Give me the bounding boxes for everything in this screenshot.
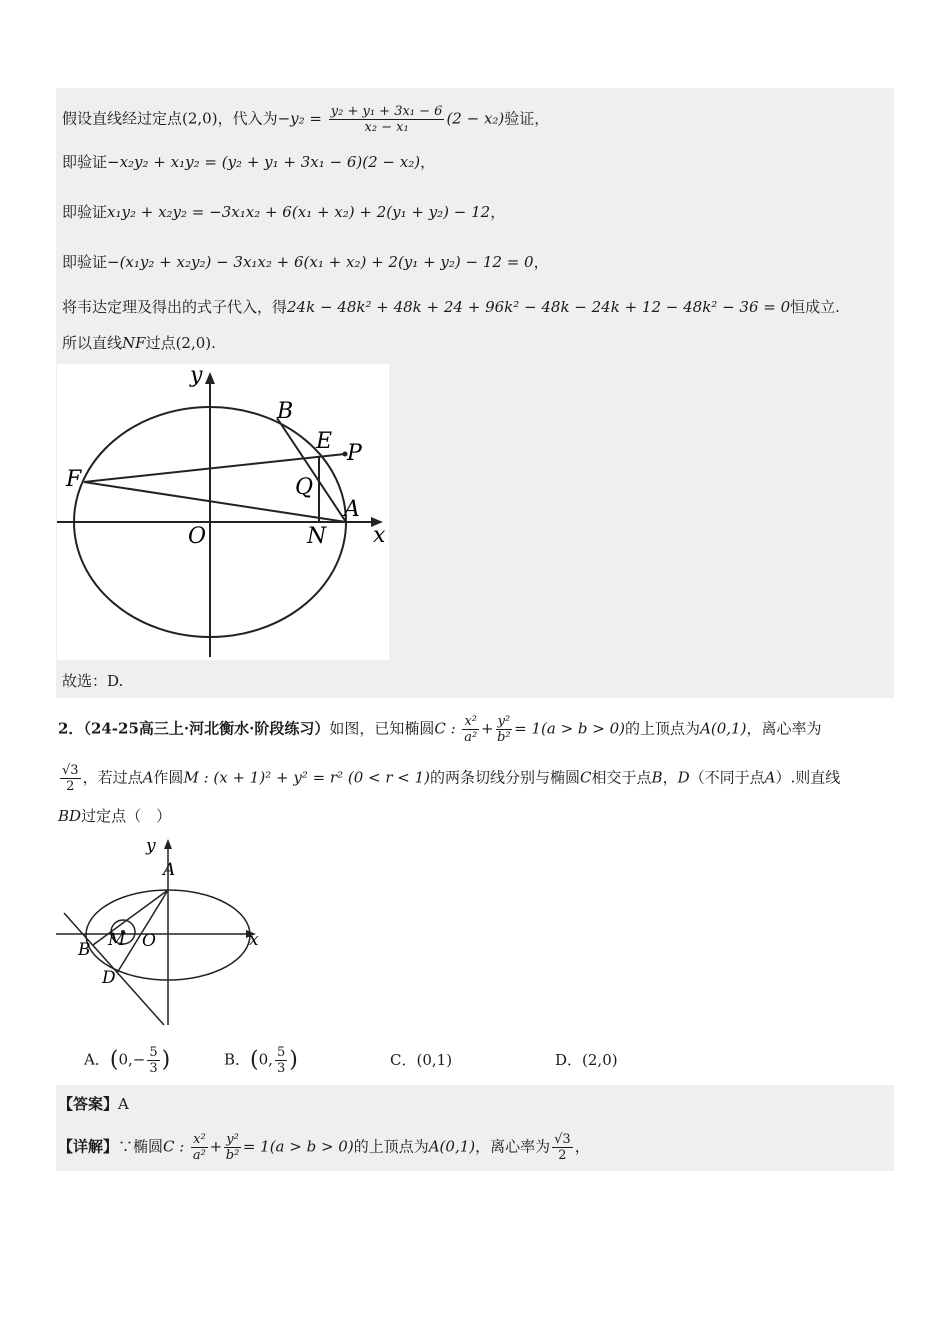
- label-B: B: [78, 940, 91, 960]
- option-a[interactable]: A．(0,− $\frac{5}{3}$ ): [84, 1045, 171, 1076]
- solution-line-6: 所以直线NF过点(2,0).: [62, 334, 216, 352]
- label-y: y: [146, 836, 156, 856]
- label-x: x: [249, 930, 259, 950]
- question-line-3: BD过定点（ ）: [58, 807, 172, 825]
- label-A: A: [163, 860, 176, 880]
- solution-line-3: 即验证x₁y₂ + x₂y₂ = −3x₁x₂ + 6(x₁ + x₂) + 2(y₁ + y₂) − 12，: [62, 203, 506, 221]
- detail-line: 【详解】∵椭圆C : $\frac{\text{x²}}{\text{a²}}$ + $\frac{\text{y²}}{\text{b²}}$ = 1(a > b > 0)的上顶点为A(0,1)，离心率为 $\frac{√3}{2}$ ，: [58, 1132, 590, 1163]
- label-D: D: [102, 968, 116, 988]
- label-N: N: [307, 524, 327, 549]
- label-M: M: [108, 930, 126, 950]
- final-choice: 故选：D.: [62, 672, 124, 690]
- y-axis-arrow: [164, 839, 172, 849]
- question-line-2: $\frac{√3}{2}$ ，若过点A作圆M : (x + 1)² + y² = r² (0 < r < 1)的两条切线分别与椭圆C相交于点B，D（不同于点A）.则直线: [62, 763, 841, 794]
- solution-line-5: 将韦达定理及得出的式子代入，得24k − 48k² + 48k + 24 + 96k² − 48k − 24k + 12 − 48k² − 36 = 0恒成立.: [62, 298, 840, 316]
- label-A: A: [344, 497, 360, 522]
- fraction: $\frac{\text{y₂ + y₁ + 3x₁ − 6}}{\text{x₂ − x₁}}$: [330, 104, 443, 135]
- figure-ellipse-1: [57, 364, 389, 660]
- answer-line: 【答案】A: [58, 1095, 129, 1113]
- solution-line-4: 即验证−(x₁y₂ + x₂y₂) − 3x₁x₂ + 6(x₁ + x₂) + 2(y₁ + y₂) − 12 = 0，: [62, 253, 549, 271]
- label-P: P: [347, 441, 362, 466]
- label-x: x: [373, 523, 386, 548]
- label-y: y: [190, 364, 203, 388]
- option-d[interactable]: D．(2,0): [555, 1051, 618, 1069]
- solution-line-2: 即验证−x₂y₂ + x₁y₂ = (y₂ + y₁ + 3x₁ − 6)(2 − x₂)，: [62, 153, 436, 171]
- label-B: B: [277, 399, 294, 424]
- tangent-AB: [93, 890, 168, 945]
- option-c[interactable]: C．(0,1): [390, 1051, 453, 1069]
- label-F: F: [66, 467, 82, 492]
- question-line-1: 2．（24-25高三上·河北衡水·阶段练习）如图，已知椭圆C : $\frac{\text{x²}}{\text{a²}}$ + $\frac{\text{y²}}{\text{b²}}$ = 1(a > b > 0)的上顶点为A(0,1)，离心率为: [58, 714, 822, 745]
- label-E: E: [316, 429, 333, 454]
- figure-ellipse-2: [56, 835, 270, 1030]
- solution-line-1: 假设直线经过定点(2,0)，代入为−y₂ = $\frac{\text{y₂ + y₁ + 3x₁ − 6}}{\text{x₂ − x₁}}$ (2 − x₂)验证，: [62, 104, 550, 135]
- label-O: O: [188, 524, 207, 549]
- label-O: O: [142, 931, 156, 951]
- label-Q: Q: [295, 475, 314, 500]
- option-b[interactable]: B．(0, $\frac{5}{3}$ ): [224, 1045, 298, 1076]
